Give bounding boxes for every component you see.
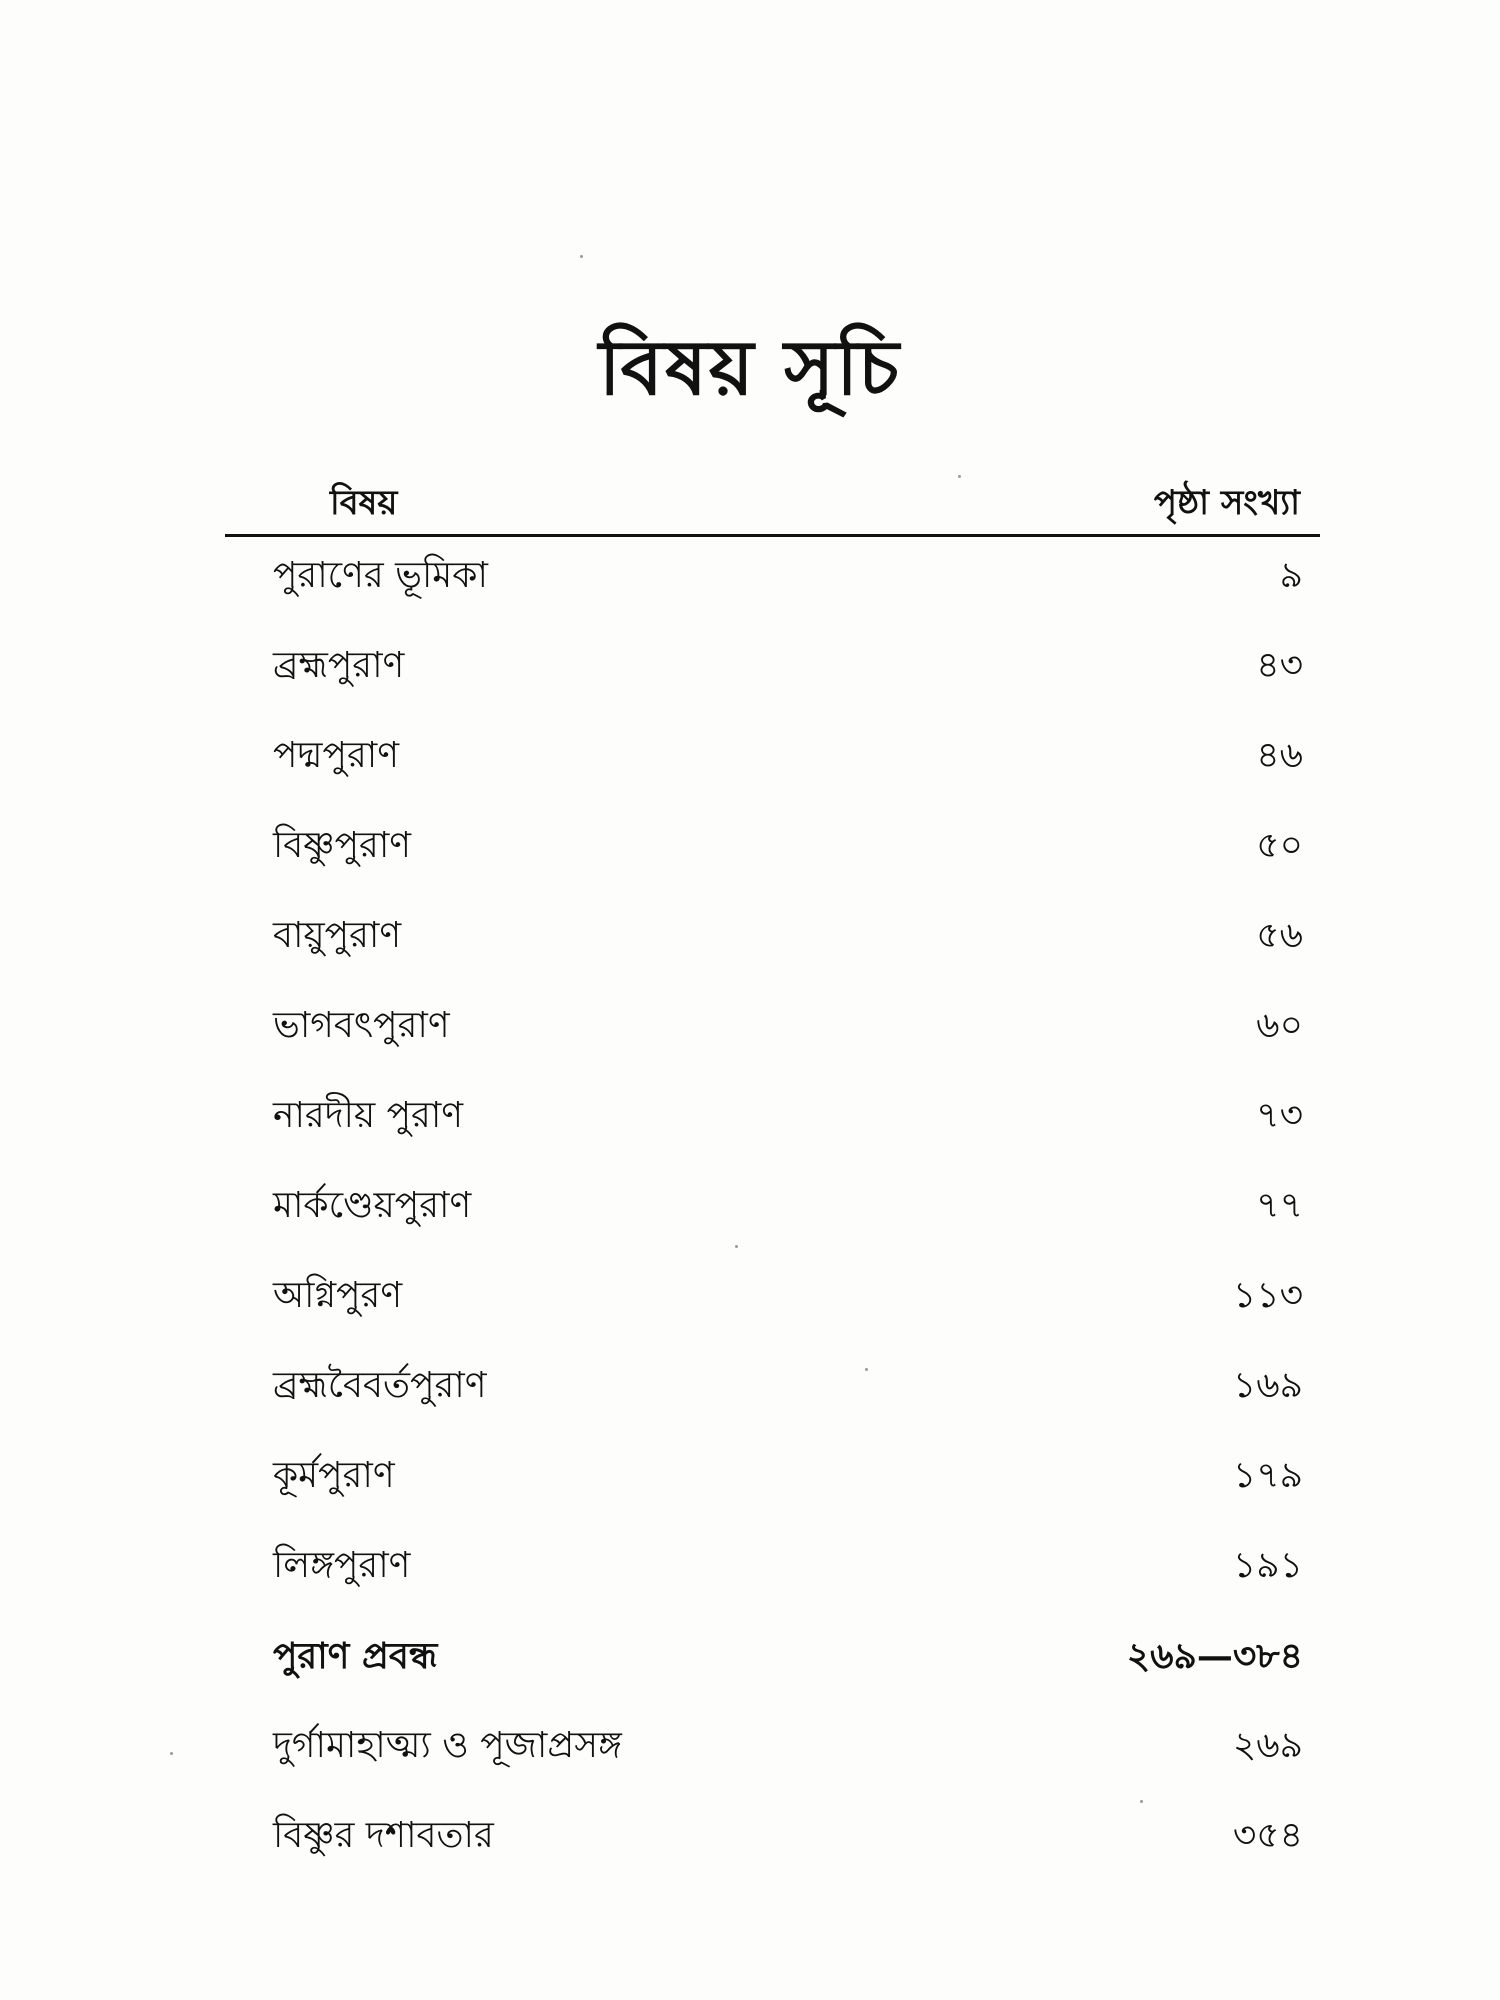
- toc-entry-title: দুর্গামাহাত্ম্য ও পূজাপ্রসঙ্গ: [273, 1725, 622, 1766]
- scan-speck: [1140, 1800, 1143, 1803]
- toc-entry-page: ১৯১: [1232, 1545, 1303, 1586]
- toc-row: [273, 1445, 1303, 1535]
- toc-entry-page: ১১৩: [1232, 1275, 1303, 1316]
- toc-entry-title: কূর্মপুরাণ: [273, 1455, 395, 1496]
- toc-header-page-number: পৃষ্ঠা সংখ্যা: [1153, 483, 1300, 523]
- toc-entry-page: ৫৬: [1256, 915, 1303, 956]
- header-divider: [225, 534, 1320, 537]
- toc-entry-page: ৪৩: [1256, 645, 1303, 686]
- toc-entry-title: মার্কণ্ডেয়পুরাণ: [273, 1185, 472, 1226]
- toc-section-page-range: ২৬৯—৩৮৪: [1126, 1635, 1303, 1677]
- toc-entry-title: লিঙ্গপুরাণ: [273, 1545, 411, 1586]
- toc-entry-page: ৫০: [1256, 825, 1303, 866]
- table-of-contents: [273, 545, 1303, 1895]
- toc-row: [273, 905, 1303, 995]
- toc-entry-title: পদ্মপুরাণ: [273, 735, 399, 776]
- toc-entry-title: ভাগবৎপুরাণ: [273, 1005, 450, 1046]
- toc-entry-page: ৯: [1279, 555, 1303, 596]
- toc-row: [273, 1805, 1303, 1895]
- scan-speck: [580, 255, 583, 258]
- scan-speck: [735, 1245, 738, 1248]
- toc-row: [273, 1175, 1303, 1265]
- toc-header: [225, 484, 1320, 534]
- toc-entry-page: ৬০: [1256, 1005, 1303, 1046]
- scan-speck: [865, 1368, 868, 1371]
- toc-entry-page: ২৬৯: [1232, 1725, 1303, 1766]
- toc-row: [273, 635, 1303, 725]
- toc-entry-page: ১৬৯: [1232, 1365, 1303, 1406]
- toc-row: [273, 1265, 1303, 1355]
- toc-section-row: [273, 1625, 1303, 1715]
- toc-row: [273, 815, 1303, 905]
- toc-row: [273, 545, 1303, 635]
- toc-entry-page: ৭৭: [1256, 1185, 1303, 1226]
- toc-row: [273, 725, 1303, 815]
- toc-entry-page: ১৭৯: [1232, 1455, 1303, 1496]
- toc-section-title: পুরাণ প্রবন্ধ: [273, 1635, 438, 1677]
- toc-row: [273, 1355, 1303, 1445]
- toc-entry-title: বিষ্ণুপুরাণ: [273, 825, 412, 866]
- toc-entry-title: পুরাণের ভূমিকা: [273, 555, 488, 596]
- toc-entry-title: অগ্নিপুরণ: [273, 1275, 403, 1316]
- scan-speck: [958, 475, 961, 478]
- toc-entry-page: ৩৫৪: [1232, 1815, 1303, 1856]
- page-title: বিষয় সূচি: [598, 323, 902, 412]
- toc-entry-title: ব্রহ্মবৈবর্তপুরাণ: [273, 1365, 487, 1406]
- toc-row: [273, 1535, 1303, 1625]
- toc-entry-page: ৭৩: [1256, 1095, 1303, 1136]
- toc-entry-title: নারদীয় পুরাণ: [273, 1095, 464, 1136]
- scan-speck: [170, 1752, 173, 1755]
- toc-row: [273, 1715, 1303, 1805]
- toc-entry-title: বায়ুপুরাণ: [273, 915, 402, 956]
- toc-entry-title: ব্রহ্মপুরাণ: [273, 645, 405, 686]
- toc-entry-page: ৪৬: [1256, 735, 1303, 776]
- toc-row: [273, 995, 1303, 1085]
- toc-header-subject: বিষয়: [330, 483, 398, 523]
- toc-row: [273, 1085, 1303, 1175]
- toc-entry-title: বিষ্ণুর দশাবতার: [273, 1815, 494, 1856]
